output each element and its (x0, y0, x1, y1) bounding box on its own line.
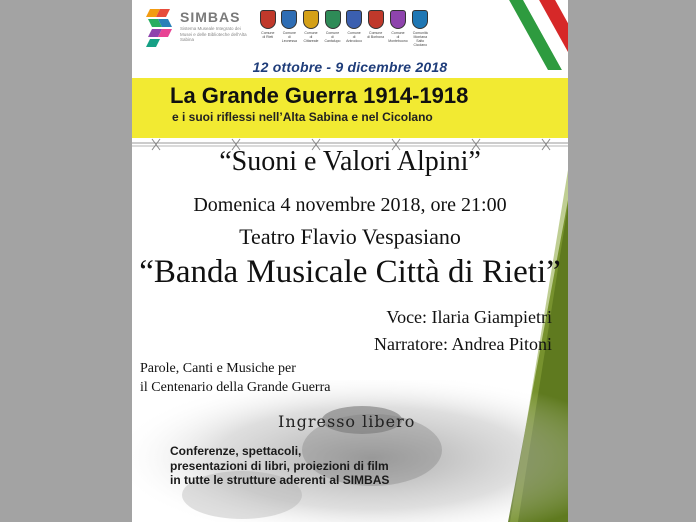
band-name: “Banda Musicale Città di Rieti” (139, 254, 561, 290)
program-line-1: Parole, Canti e Musiche per (140, 361, 296, 376)
event-title: “Suoni e Valori Alpini” (219, 146, 481, 177)
crest-label: Comune di Cittareale (303, 31, 319, 43)
logo-name: SIMBAS (180, 9, 241, 25)
program-line-2: il Centenario della Grande Guerra (140, 380, 331, 395)
crest-label: Comune di Antrodoco (346, 31, 363, 43)
crest-shield-icon (390, 10, 406, 29)
crest-shield-icon (303, 10, 319, 29)
crest-shield-icon (368, 10, 384, 29)
conferences-note (170, 444, 389, 488)
municipal-crest (367, 10, 385, 50)
municipal-crest (411, 10, 429, 50)
conferences-line-3: in tutte le strutture aderenti al SIMBAS (170, 473, 390, 487)
event-date: Domenica 4 novembre 2018, ore 21:00 (193, 194, 507, 216)
municipal-crest (281, 10, 299, 50)
crest-shield-icon (260, 10, 276, 29)
page-margin-right (568, 0, 696, 522)
event-venue: Teatro Flavio Vespasiano (239, 224, 461, 249)
crest-label: Comunità Montana Salto Cicolano (412, 31, 428, 47)
crest-label: Comune di Borbona (367, 31, 385, 39)
crest-label: Comune di Rieti (261, 31, 275, 39)
municipal-crest (259, 10, 277, 50)
conferences-line-1: Conferenze, spettacoli, (170, 444, 302, 458)
crest-label: Comune di Cantalupo (324, 31, 341, 43)
simbas-logo (146, 5, 256, 53)
crest-label: Comune di Leonessa (281, 31, 297, 43)
banner-subtitle: e i suoi riflessi nell’Alta Sabina e nel Cicolano (172, 110, 433, 124)
crest-shield-icon (281, 10, 297, 29)
municipal-crest (324, 10, 342, 50)
banner-title: La Grande Guerra 1914-1918 (170, 83, 469, 108)
conferences-line-2: presentazioni di libri, proiezioni di film (170, 458, 389, 473)
municipal-crest (388, 10, 407, 50)
simbas-logo-icon (146, 7, 174, 47)
crest-shield-icon (325, 10, 341, 29)
narrator-credit: Narratore: Andrea Pitoni (374, 334, 552, 354)
program-description (140, 359, 330, 397)
municipal-crest (345, 10, 363, 50)
page-margin-left (0, 0, 132, 522)
logo-subtitle: Sistema Museale Integrato dei Musei e delle Biblioteche dell'Alta Sabina (180, 26, 247, 42)
municipal-crest (302, 10, 320, 50)
free-entry: Ingresso libero (278, 412, 416, 431)
crest-shield-icon (346, 10, 362, 29)
voice-credit: Voce: Ilaria Giampietri (386, 307, 552, 327)
exhibition-dates: 12 ottobre - 9 dicembre 2018 (252, 59, 448, 75)
crest-shield-icon (412, 10, 428, 29)
title-banner (132, 78, 568, 138)
municipal-crests (259, 10, 429, 50)
crest-label: Comune di Montebuono (388, 31, 408, 43)
event-poster (132, 0, 568, 522)
